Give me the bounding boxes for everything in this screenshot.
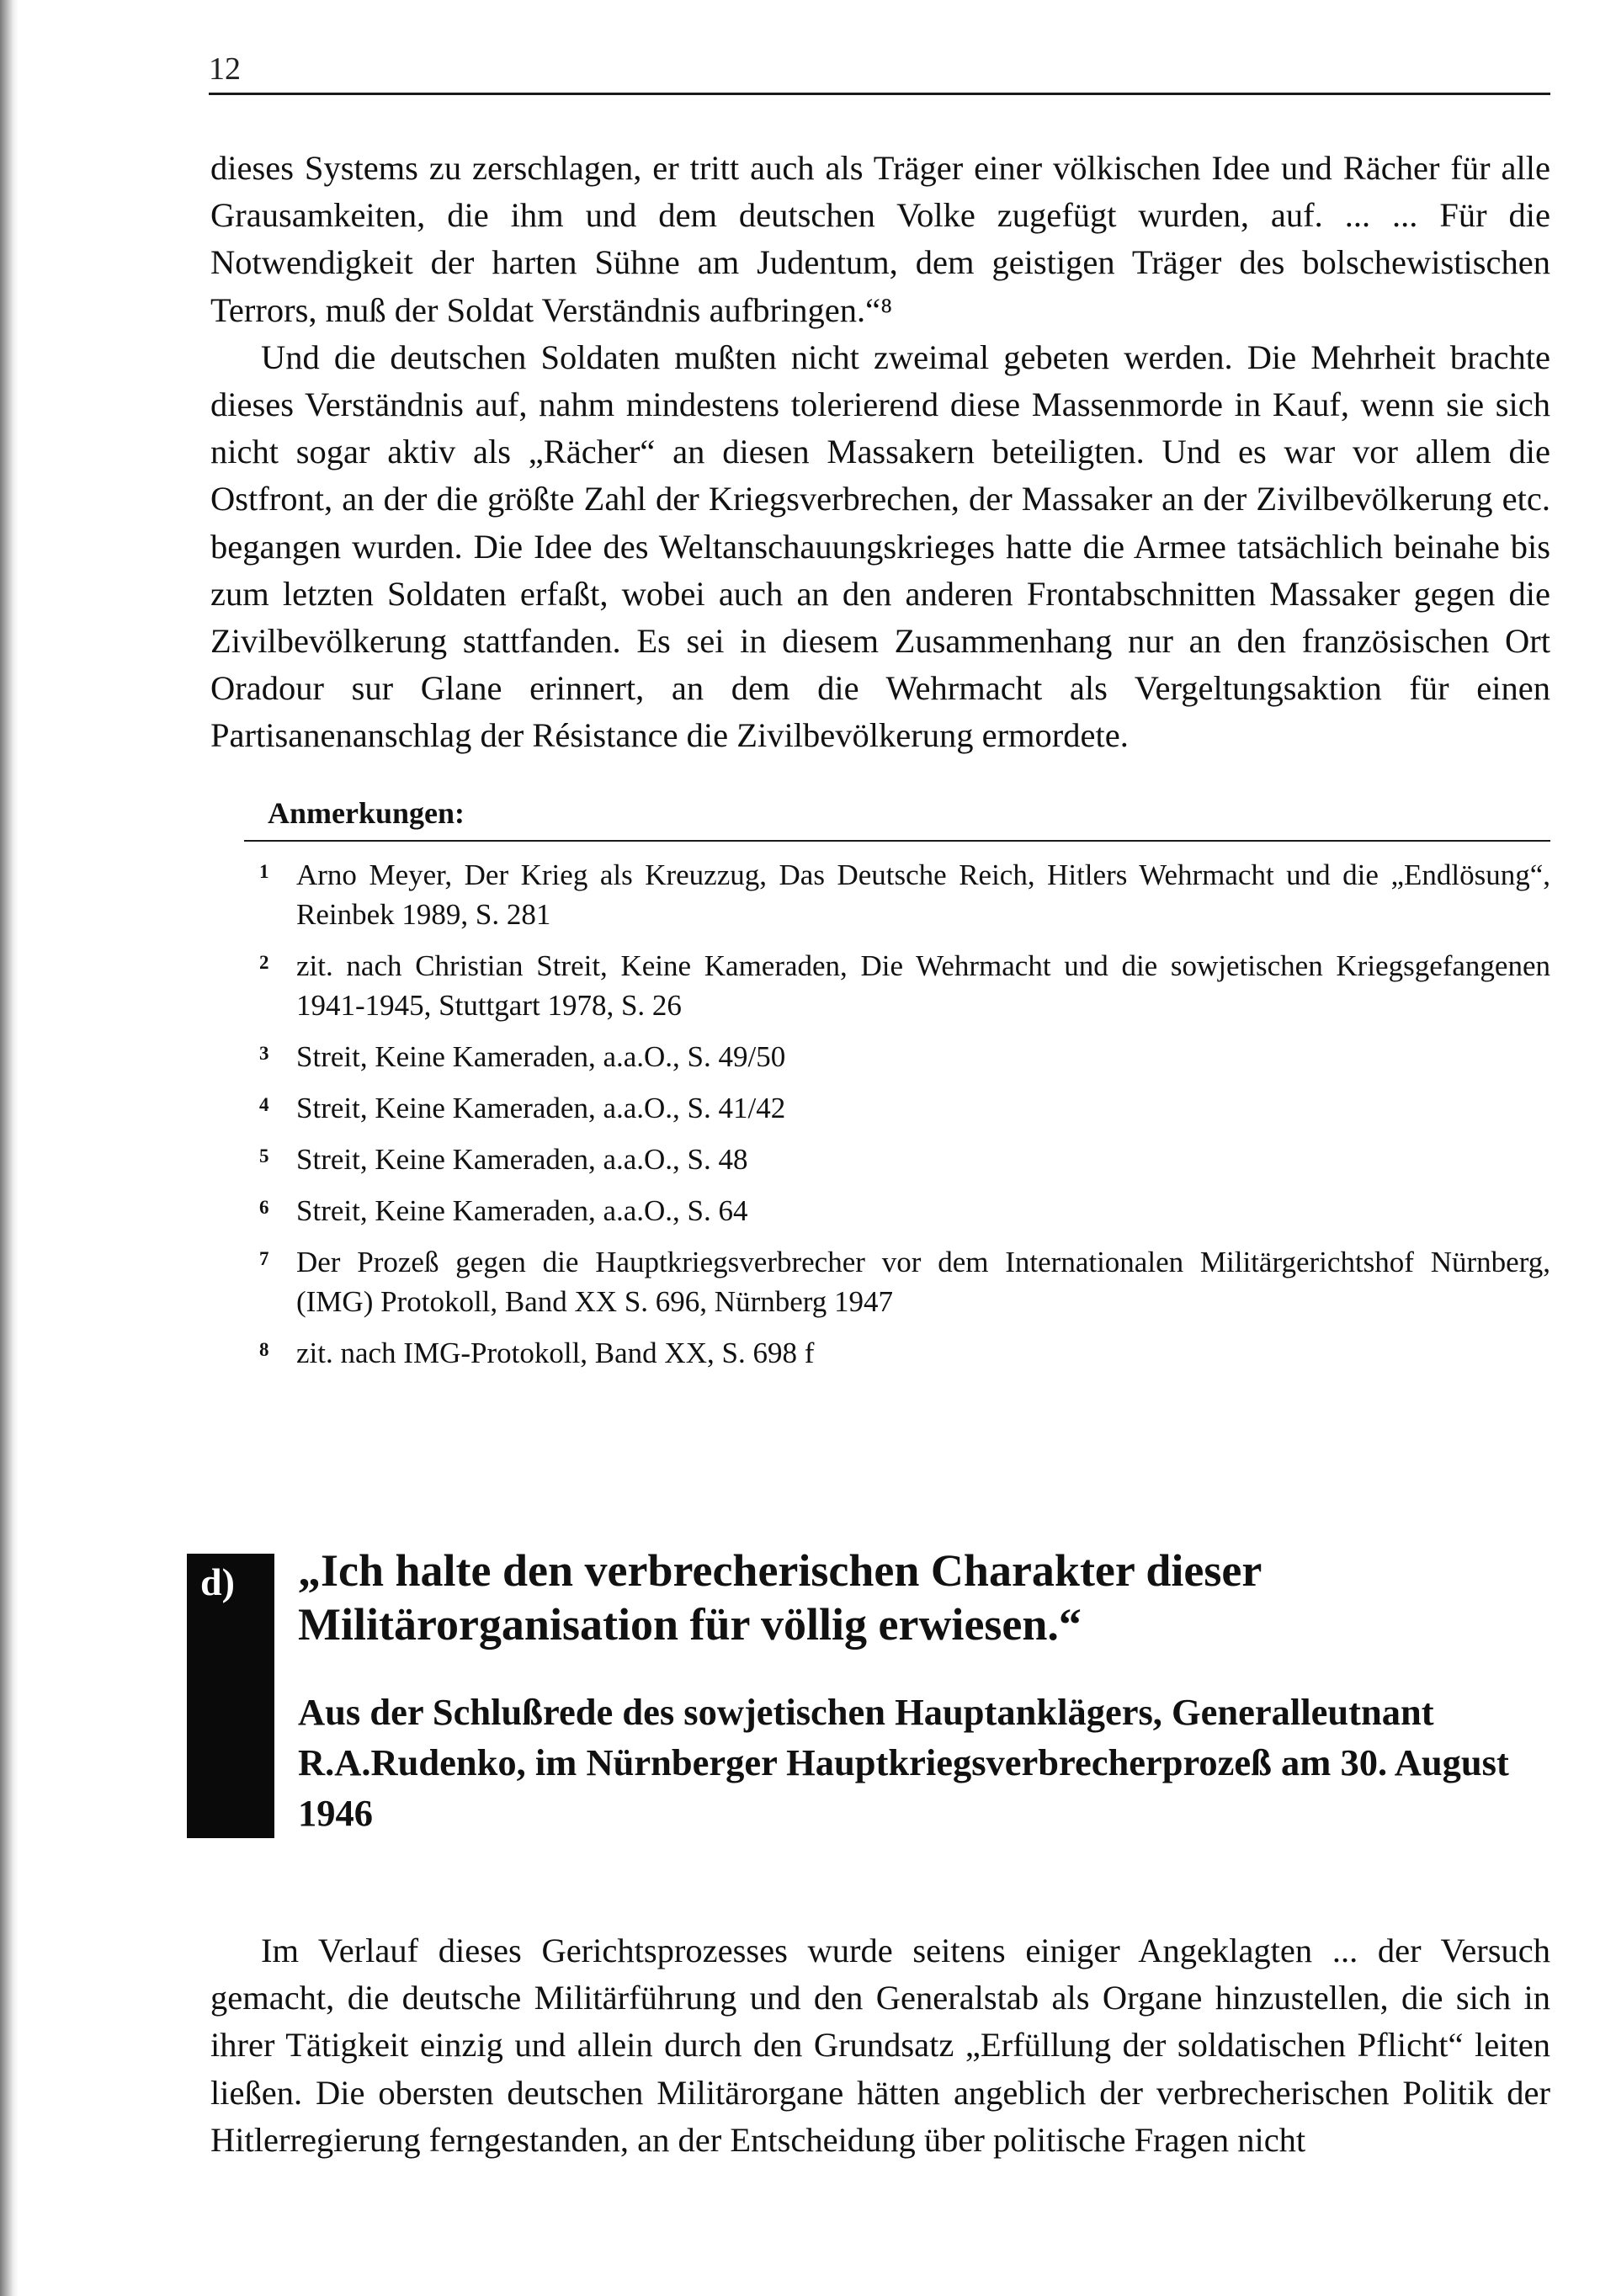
- footnote: [252, 1242, 1550, 1321]
- notes-rule: [244, 840, 1550, 842]
- footnote-number: 8: [259, 1339, 269, 1360]
- footnote-text: Streit, Keine Kameraden, a.a.O., S. 49/50: [296, 1040, 786, 1073]
- footnote: [252, 946, 1550, 1025]
- footnote-number: 6: [259, 1197, 269, 1218]
- footnote-number: 3: [259, 1043, 269, 1064]
- section-title: „Ich halte den verbrecherischen Charakter dieser Militärorganisation für völlig erwiesen.“: [298, 1545, 1262, 1650]
- footnote-text: zit. nach IMG-Protokoll, Band XX, S. 698 f: [296, 1337, 815, 1369]
- footnote-text: Streit, Keine Kameraden, a.a.O., S. 41/42: [296, 1092, 786, 1124]
- footnote: [252, 1191, 1550, 1230]
- footnote: [252, 1088, 1550, 1128]
- footnote: [252, 855, 1550, 934]
- footnote-text: Streit, Keine Kameraden, a.a.O., S. 64: [296, 1194, 748, 1227]
- footnote: [252, 1140, 1550, 1179]
- body-paragraph: Im Verlauf dieses Gerichtsprozesses wurde seitens einiger Angeklagten ... der Versuch gemacht, die deutsche Militärführung und den Generalstab als Organe hinzustellen, die sich in ihrer Tätigkeit einzig und allein durch den Grundsatz „Erfüllung der soldatischen Pflicht“ leiten ließen. Die obersten deutschen Militärorgane hätten angeblich der verbrecherischen Politik der Hitlerregierung ferngestanden, an der Entscheidung über politische Fragen nicht: [210, 1932, 1550, 2159]
- section-subtitle: Aus der Schlußrede des sowjetischen Hauptanklägers, Generalleutnant R.A.Rudenko, im Nürnberger Hauptkriegsverbrecherprozeß am 30. August 1946: [298, 1691, 1509, 1834]
- body-text-bottom: [210, 1927, 1550, 2164]
- body-text-top: [210, 145, 1550, 760]
- body-paragraph: Und die deutschen Soldaten mußten nicht zweimal gebeten werden. Die Mehrheit brachte dieses Verständnis auf, nahm mindestens tolerierend diese Massenmorde in Kauf, wenn sie sich nicht sogar aktiv als „Rächer“ an diesen Massakern beteiligten. Und es war vor allem die Ostfront, an der die größte Zahl der Kriegsverbrechen, der Massaker an der Zivilbevölkerung etc. begangen wurden. Die Idee des Weltanschauungskrieges hatte die Armee tatsächlich beinahe bis zum letzten Soldaten erfaßt, wobei auch an den anderen Frontabschnitten Massaker gegen die Zivilbevölkerung stattfanden. Es sei in diesem Zusammenhang nur an den französischen Ort Oradour sur Glane erinnert, an dem die Wehrmacht als Vergeltungsaktion für einen Partisanenanschlag der Résistance die Zivilbevölkerung ermordete.: [210, 337, 1550, 755]
- footnote-text: zit. nach Christian Streit, Keine Kameraden, Die Wehrmacht und die sowjetischen Kriegsgefangenen 1941-1945, Stuttgart 1978, S. 26: [296, 949, 1550, 1022]
- footnote-number: 4: [259, 1094, 269, 1115]
- header-rule: [209, 93, 1550, 95]
- page-number: 12: [209, 51, 241, 87]
- notes-heading: Anmerkungen:: [268, 796, 465, 830]
- scan-binding-edge: [0, 0, 19, 2296]
- section-letter: d): [200, 1560, 235, 1603]
- body-paragraph: dieses Systems zu zerschlagen, er tritt auch als Träger einer völkischen Idee und Rächer für alle Grausamkeiten, die ihm und dem deutschen Volke zugefügt wurden, auf. ... ... Für die Notwendigkeit der harten Sühne am Judentum, dem geistigen Träger des bolschewistischen Terrors, muß der Soldat Verständnis aufbringen.“⁸: [210, 149, 1550, 329]
- footnote-text: Streit, Keine Kameraden, a.a.O., S. 48: [296, 1143, 748, 1176]
- footnote-number: 2: [259, 952, 269, 973]
- footnote-number: 7: [259, 1248, 269, 1269]
- footnote: [252, 1333, 1550, 1373]
- footnotes-list: [252, 855, 1550, 1385]
- footnote-text: Arno Meyer, Der Krieg als Kreuzzug, Das Deutsche Reich, Hitlers Wehrmacht und die „Endlösung“, Reinbek 1989, S. 281: [296, 858, 1550, 931]
- footnote: [252, 1037, 1550, 1076]
- footnote-text: Der Prozeß gegen die Hauptkriegsverbrecher vor dem Internationalen Militärgerichtshof Nürnberg, (IMG) Protokoll, Band XX S. 696, Nürnberg 1947: [296, 1246, 1550, 1318]
- footnote-number: 1: [259, 861, 269, 882]
- footnote-number: 5: [259, 1145, 269, 1167]
